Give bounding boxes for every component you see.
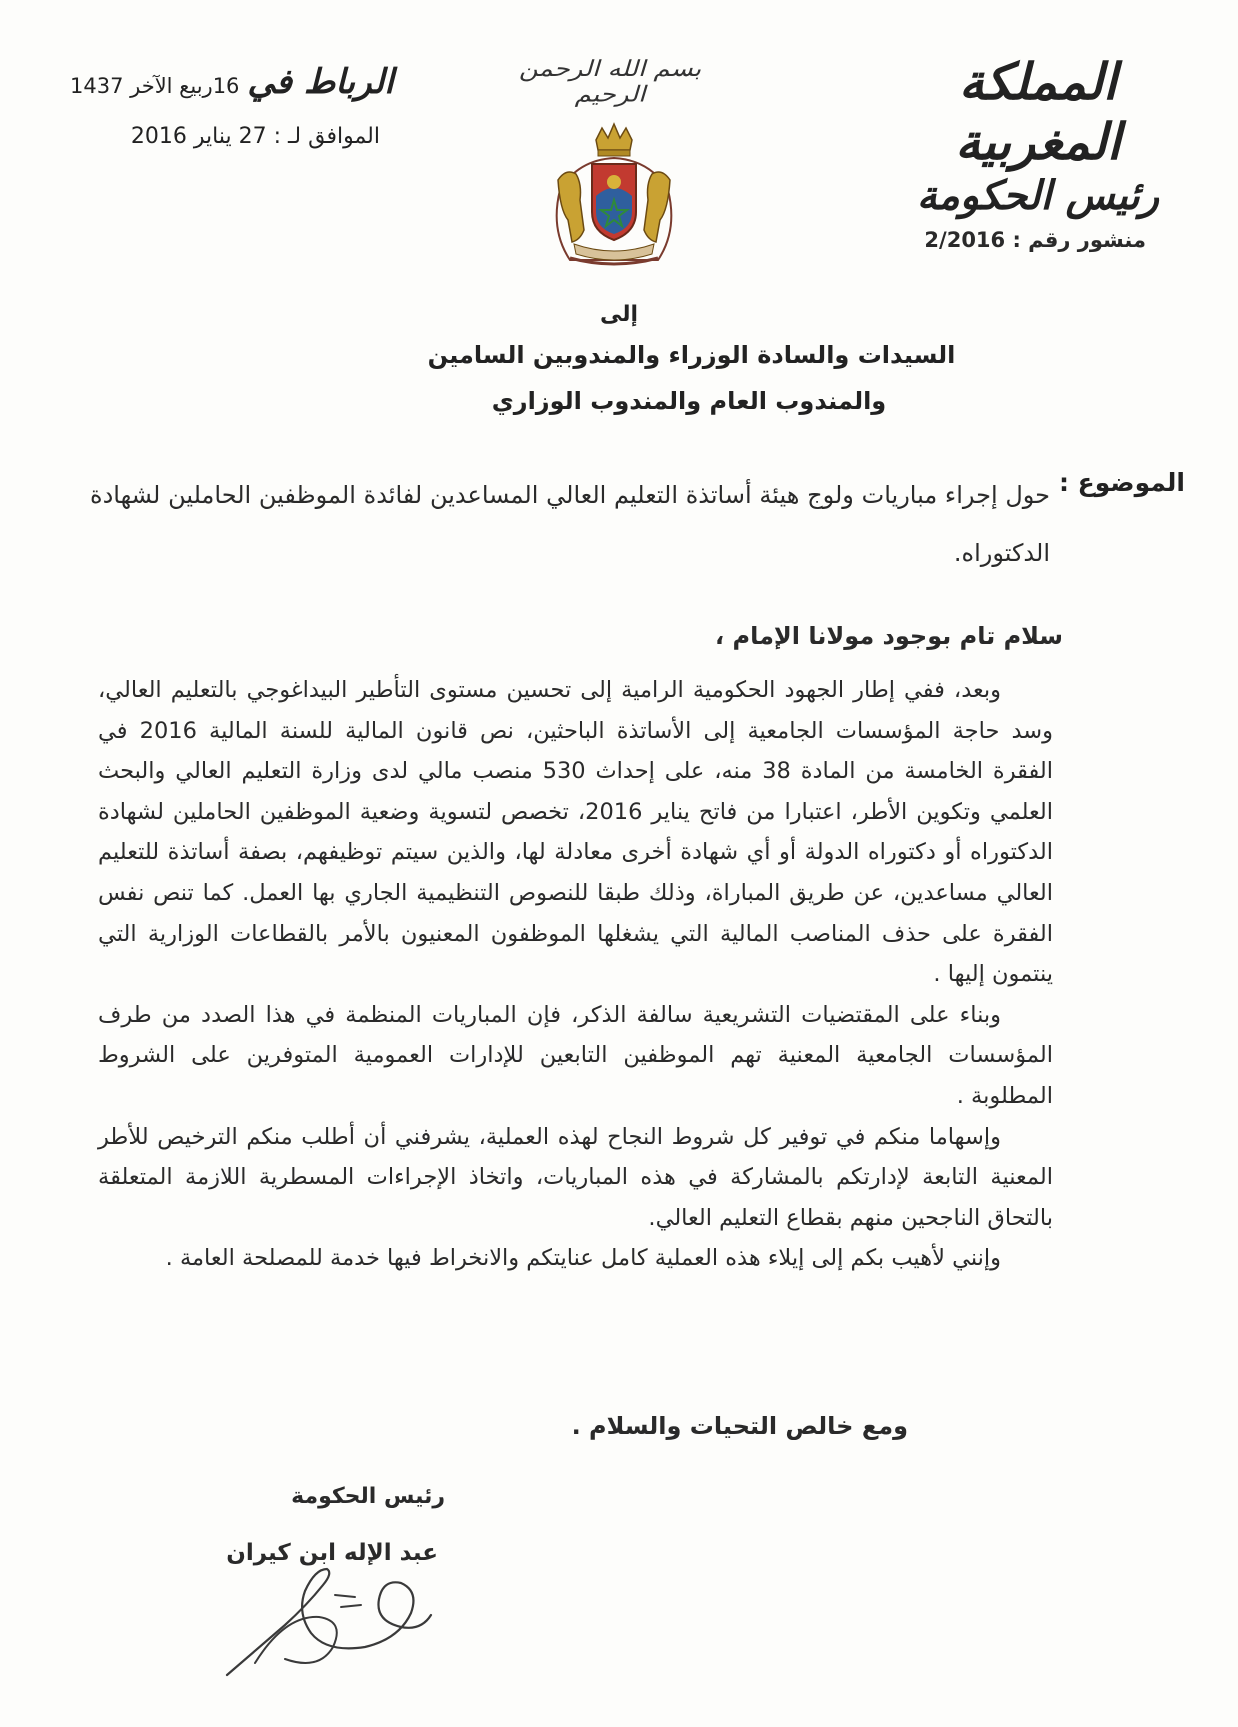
issue-city: الرباط في [247, 62, 394, 102]
paragraph: وإسهاما منكم في توفير كل شروط النجاح لهذه العملية، يشرفني أن أطلب منكم الترخيص للأطر المعنية التابعة لإدارتكم بالمشاركة في هذه المباريات، واتخاذ الإجراءات المسطرية اللازمة المتعلقة بالتحاق الناجحين منهم بقطاع التعليم العالي. [98, 1123, 1053, 1231]
subject-label: الموضوع : [1058, 468, 1185, 497]
head-of-government-title: رئيس الحكومة [916, 172, 1160, 219]
gregorian-date: الموافق لـ : 27 يناير 2016 [130, 124, 380, 149]
paragraph: وإنني لأهيب بكم إلى إيلاء هذه العملية كامل عنايتكم والانخراط فيها خدمة للمصلحة العامة . [165, 1245, 1001, 1272]
addressee-to: إلى [599, 302, 639, 327]
paragraph: وبناء على المقتضيات التشريعية سالفة الذكر، فإن المباريات المنظمة في هذا الصدد من طرف المؤسسات الجامعية المعنية تهم الموظفين التابعين للإدارات العمومية المتوفرين على الشروط المطلوبة . [98, 1001, 1053, 1109]
subject [90, 466, 1185, 582]
letter-body [98, 670, 1053, 1279]
paragraph: وبعد، ففي إطار الجهود الحكومية الرامية إلى تحسين مستوى التأطير البيداغوجي بالتعليم العالي، وسد حاجة المؤسسات الجامعية إلى الأساتذة الباحثين، نص قانون المالية للسنة المالية 2016 في الفقرة الخامسة من المادة 38 منه، على إحداث 530 منصب مالي لدى وزارة التعليم العالي والبحث العلمي وتكوين الأطر، اعتبارا من فاتح يناير 2016، تخصص لتسوية وضعية الموظفين الحاملين لشهادة الدكتوراه أو دكتوراه الدولة أو أي شهادة أخرى معادلة لها، والذين سيتم توظيفهم، بصفة أساتذة للتعليم العالي مساعدين، عن طريق المباراة، وذلك طبقا للنصوص التنظيمية الجاري بها العمل. كما تنص نفس الفقرة على حذف المناصب المالية التي يشغلها الموظفون المعنيون بالأمر بالقطاعات الوزارية التي ينتمون إليها . [98, 677, 1053, 988]
closing-salutation: ومع خالص التحيات والسلام . [571, 1412, 908, 1440]
addressees [0, 298, 1238, 424]
subject-text: حول إجراء مباريات ولوج هيئة أساتذة التعليم العالي المساعدين لفائدة الموظفين الحاملين لشهادة الدكتوراه. [90, 481, 1050, 567]
greeting: سلام تام بوجود مولانا الإمام ، [715, 622, 1063, 650]
addressee-line-2: والمندوب العام والمندوب الوزاري [491, 387, 887, 415]
addressee-line-1: السيدات والسادة الوزراء والمندوبين السامين [427, 341, 956, 369]
signatory-title: رئيس الحكومة [291, 1484, 445, 1509]
signatory-name: عبد الإله ابن كيران [226, 1540, 438, 1566]
basmala: بسم الله الرحمن الرحيم [518, 56, 702, 108]
kingdom-title: المملكة المغربية [955, 52, 1121, 171]
circular-label: منشور رقم : [1012, 228, 1146, 252]
circular-reference [924, 228, 1146, 252]
hijri-date: 16ربيع الآخر 1437 [70, 74, 240, 98]
circular-number: 2/2016 [924, 228, 1006, 252]
handwritten-signature-icon [215, 1555, 445, 1685]
coat-of-arms-icon [540, 120, 688, 270]
date-block [70, 62, 400, 149]
letterhead-issuer [908, 52, 1168, 220]
